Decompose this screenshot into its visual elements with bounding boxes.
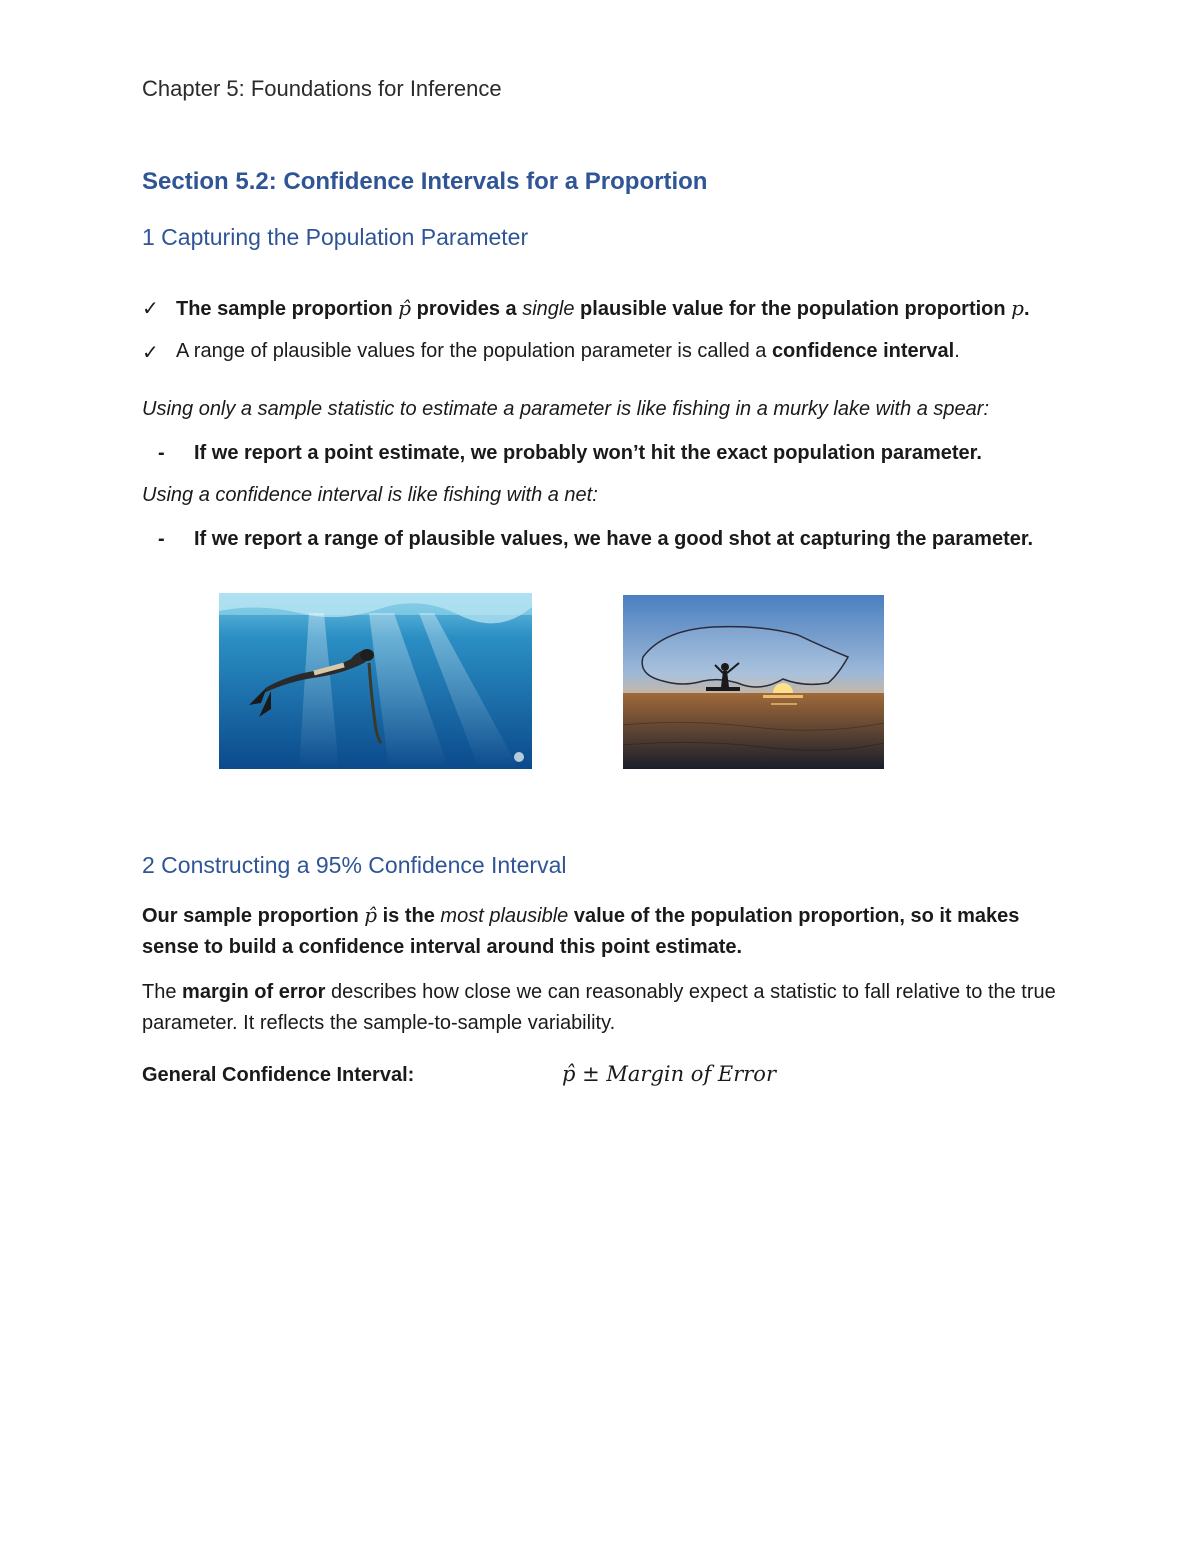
bullet-confidence-interval — [176, 340, 960, 363]
emphasis-text: most plausible — [440, 905, 569, 927]
paragraph-text: value of the population proportion, so it makes sense to build a confidence interval around this point estimate. — [142, 905, 1020, 958]
bullet-text: A range of plausible values for the population parameter is called a — [176, 340, 772, 362]
paragraph-text: The — [142, 981, 183, 1003]
subsection-title-1: 1 Capturing the Population Parameter — [142, 224, 529, 250]
p-hat-symbol: p̂ — [398, 296, 412, 320]
paragraph-text: Our sample proportion — [142, 905, 365, 927]
net-point: If we report a range of plausible values, we have a good shot at capturing the parameter. — [194, 528, 1034, 550]
chapter-header: Chapter 5: Foundations for Inference — [142, 76, 502, 101]
spearfishing-photo — [219, 593, 532, 769]
bullet-text: The sample proportion — [176, 298, 399, 320]
bullet-text: provides a — [411, 298, 523, 320]
dash-bullet: - — [158, 528, 165, 550]
general-ci-label: General Confidence Interval: — [142, 1064, 415, 1086]
paragraph-margin-of-error — [142, 977, 1062, 1039]
net-fishing-photo — [623, 595, 884, 769]
bullet-text: . — [954, 340, 960, 362]
bullet-sample-proportion — [176, 296, 1030, 321]
section-title: Section 5.2: Confidence Intervals for a Proportion — [142, 168, 708, 195]
net-analogy: Using a confidence interval is like fishing with a net: — [142, 484, 598, 506]
p-hat-symbol: p̂ — [364, 903, 378, 927]
spear-analogy: Using only a sample statistic to estimate a parameter is like fishing in a murky lake with a spear: — [142, 398, 990, 420]
bullet-text: . — [1023, 298, 1030, 320]
subsection-title-2: 2 Constructing a 95% Confidence Interval — [142, 852, 567, 878]
dash-bullet: - — [158, 442, 165, 464]
emphasis-text: single — [522, 298, 575, 320]
general-ci-formula: p̂ ± Margin of Error — [562, 1062, 776, 1086]
checkmark-icon: ✓ — [142, 342, 159, 364]
confidence-interval-term: confidence interval — [771, 340, 955, 362]
checkmark-icon: ✓ — [142, 298, 159, 320]
paragraph-point-estimate — [142, 900, 1062, 963]
margin-of-error-term: margin of error — [182, 981, 326, 1003]
spear-point: If we report a point estimate, we probably won’t hit the exact population parameter. — [194, 442, 982, 464]
p-symbol: p — [1011, 296, 1024, 320]
paragraph-text: is the — [377, 905, 441, 927]
paragraph-text: describes how close we can reasonably expect a statistic to fall relative to the true parameter. It reflects the sample-to-sample variability. — [142, 981, 1056, 1034]
bullet-text: plausible value for the population proportion — [574, 298, 1012, 320]
